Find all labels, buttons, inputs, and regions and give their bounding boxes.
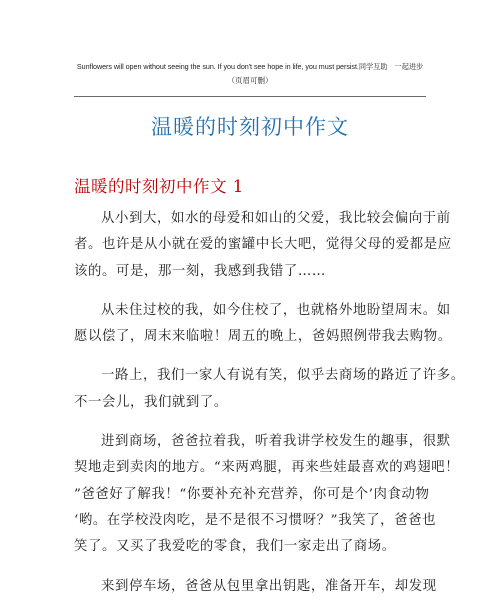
essay-body: [74, 206, 465, 613]
text-line: 一路上，我们一家人有说有笑，似乎去商场的路近了许多。: [101, 368, 465, 384]
text-line: 者。也许是从小就在爱的蜜罐中长大吧，觉得父母的爱都是应: [74, 237, 452, 253]
document-title: 温暖的时刻初中作文: [151, 115, 349, 139]
header-divider: [74, 96, 426, 97]
text-line: 进到商场，爸爸拉着我，听着我讲学校发生的趣事，很默: [101, 434, 451, 450]
text-line: 愿以偿了，周末来临啦！周五的晚上，爸妈照例带我去购物。: [74, 329, 452, 345]
text-line: 来到停车场，爸爸从包里拿出钥匙，准备开车，却发现: [101, 578, 437, 594]
text-line: 笑了。又买了我爱吃的零食，我们一家走出了商场。: [74, 539, 396, 555]
header-note: （页眉可删）: [227, 76, 273, 85]
paragraph: [74, 429, 460, 560]
text-line: 从未住过校的我，如今住校了，也就格外地盼望周末。如: [101, 302, 451, 318]
paragraph: [74, 298, 452, 351]
paragraph: [74, 363, 465, 416]
header-motto: Sunflowers will open without seeing the sun. If you don't see hope in life, you must persist.同学互助 一起进步: [76, 62, 424, 71]
page-header: [60, 62, 440, 87]
paragraph: [74, 206, 452, 285]
text-line: 从小到大，如水的母爱和如山的父爱，我比较会偏向于前: [101, 211, 451, 226]
text-line: ‘哟。在学校没肉吃，是不是很不习惯呀？”我笑了，爸爸也: [74, 512, 437, 528]
text-line: 该的。可是，那一刻，我感到我错了……: [74, 263, 326, 279]
text-line: ”爸爸好了解我！“你要补充补充营养，你可是个’肉食动物: [74, 486, 430, 502]
paragraph: [74, 574, 437, 600]
text-line: 契地走到卖肉的地方。“来两鸡腿，再来些娃最喜欢的鸡翅吧！: [74, 460, 460, 476]
text-line: 不一会儿，我们就到了。: [74, 394, 228, 410]
section-title: 温暖的时刻初中作文 1: [74, 177, 244, 196]
